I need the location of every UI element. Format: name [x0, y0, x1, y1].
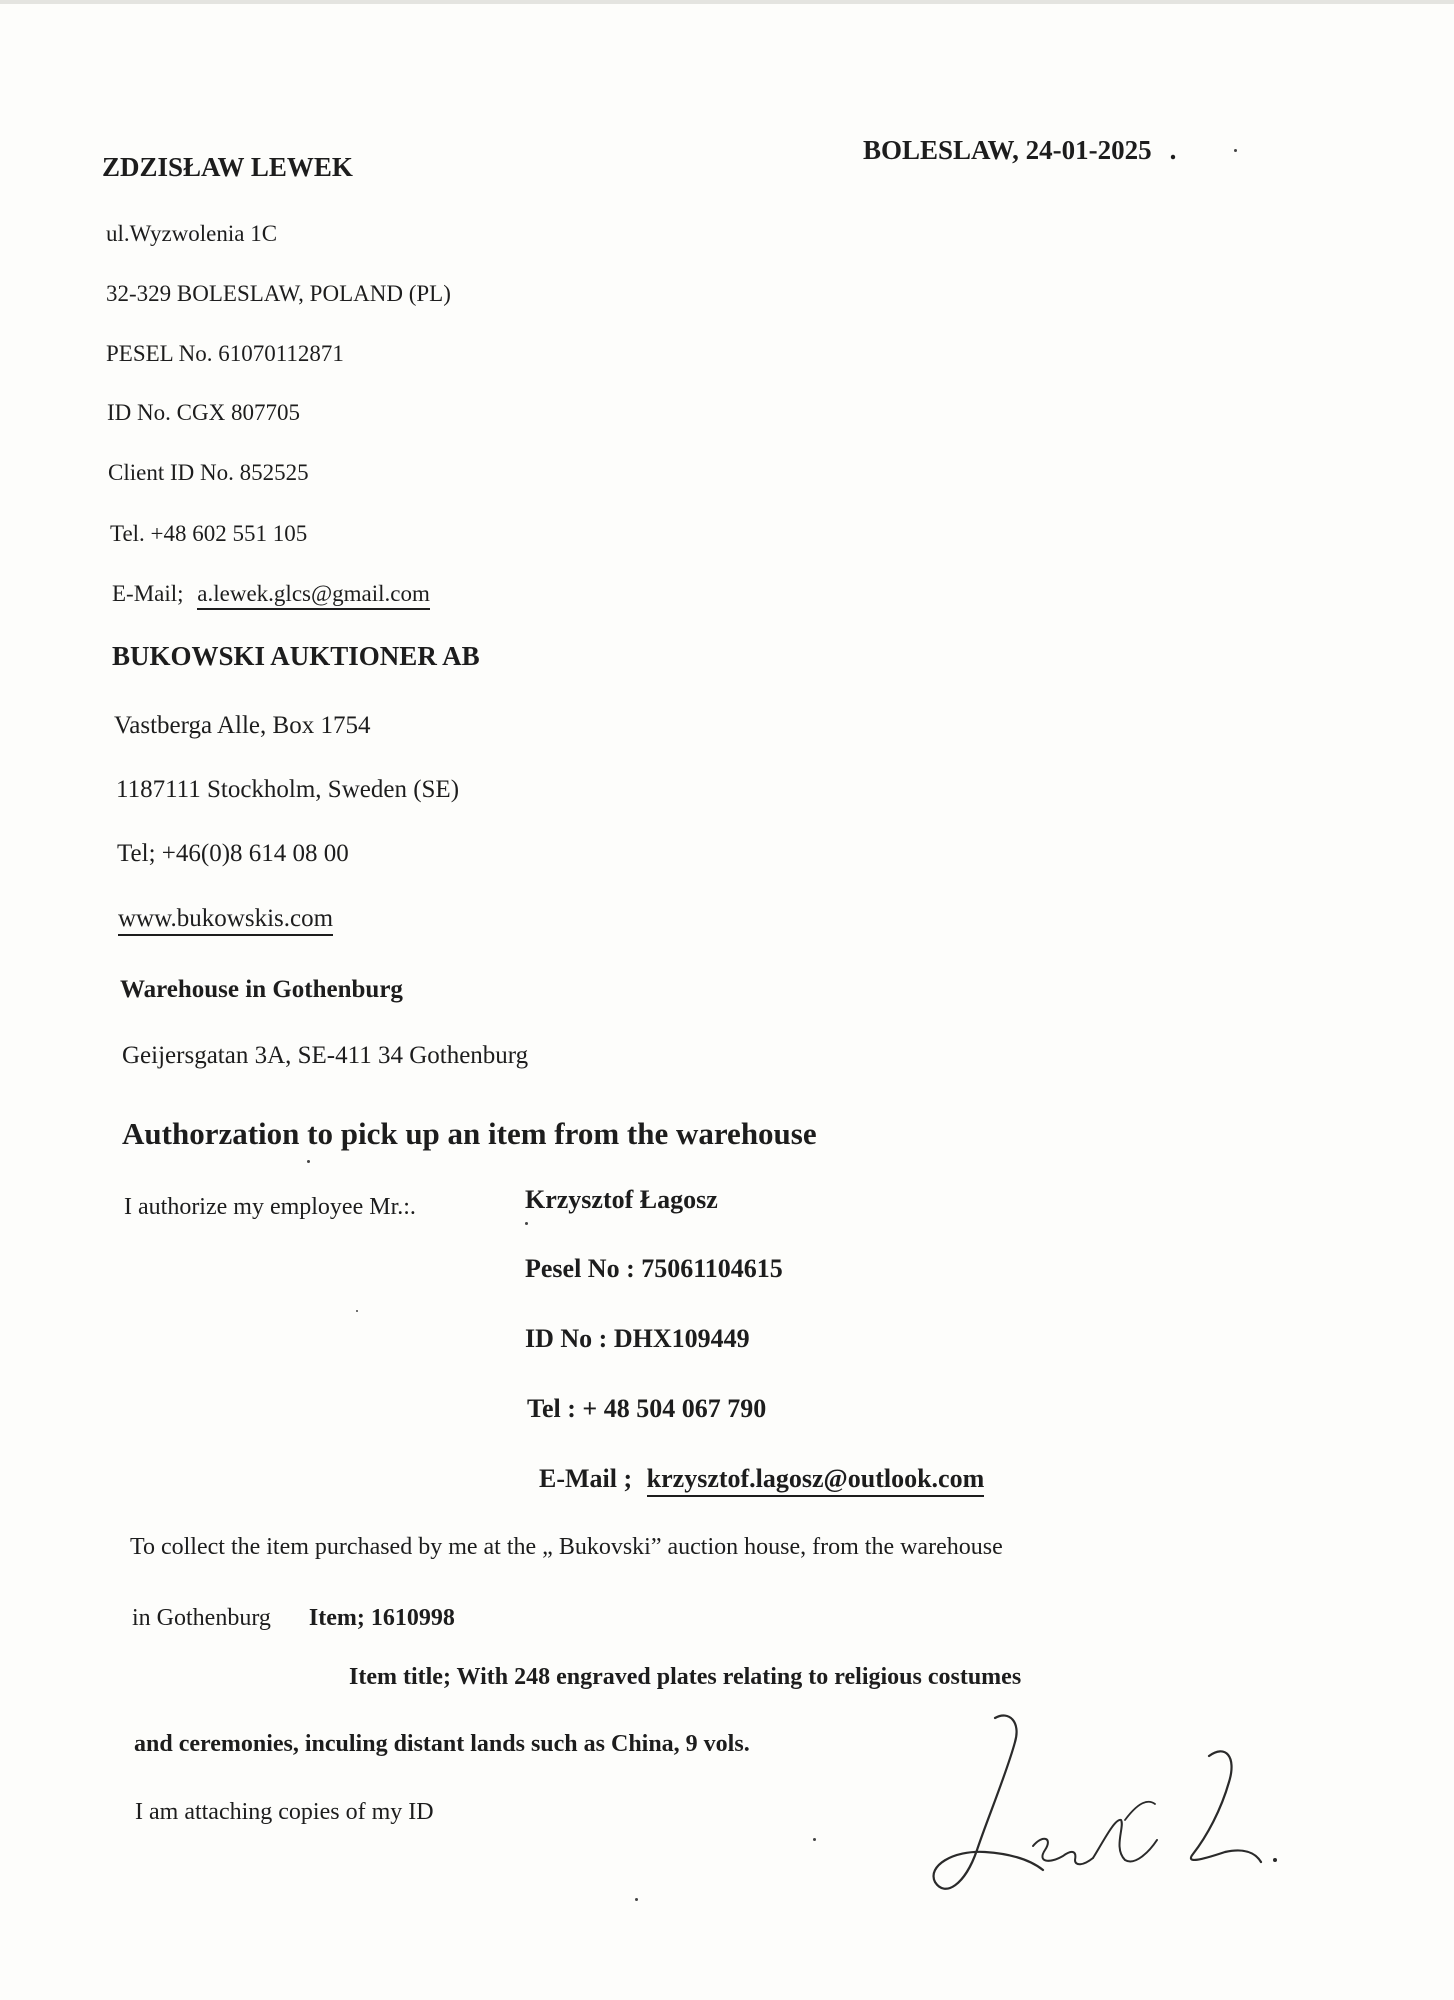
employee-name: Krzysztof Łagosz	[525, 1185, 718, 1214]
scan-speck	[307, 1160, 310, 1163]
employee-pesel: Pesel No : 75061104615	[525, 1254, 783, 1283]
employee-email-label: E-Mail ;	[539, 1464, 633, 1493]
sender-pesel: PESEL No. 61070112871	[106, 341, 344, 366]
employee-email[interactable]: krzysztof.lagosz@outlook.com	[647, 1464, 985, 1497]
body-line-1: To collect the item purchased by me at the „ Bukovski” auction house, from the warehouse	[130, 1534, 1003, 1560]
authorization-intro: I authorize my employee Mr.:.	[124, 1194, 416, 1220]
scan-speck	[813, 1838, 816, 1841]
scan-edge	[0, 0, 1454, 4]
document-title: Authorzation to pick up an item from the warehouse	[122, 1116, 817, 1151]
recipient-city: 1187111 Stockholm, Sweden (SE)	[116, 776, 460, 803]
recipient-tel: Tel; +46(0)8 614 08 00	[117, 840, 349, 867]
scan-speck	[1234, 149, 1237, 152]
recipient-website[interactable]: www.bukowskis.com	[118, 906, 333, 936]
employee-tel: Tel : + 48 504 067 790	[527, 1394, 767, 1423]
handwritten-signature	[925, 1700, 1285, 1900]
attachment-note: I am attaching copies of my ID	[135, 1799, 434, 1825]
warehouse-title: Warehouse in Gothenburg	[120, 976, 403, 1003]
sender-client-id: Client ID No. 852525	[108, 460, 309, 485]
sender-name: ZDZISŁAW LEWEK	[102, 152, 353, 182]
body-line-2-prefix: in Gothenburg	[132, 1605, 271, 1631]
sender-email-label: E-Mail;	[112, 581, 184, 606]
sender-id: ID No. CGX 807705	[107, 400, 300, 425]
scan-speck	[635, 1898, 638, 1901]
recipient-street: Vastberga Alle, Box 1754	[114, 712, 371, 739]
recipient-name: BUKOWSKI AUKTIONER AB	[112, 641, 480, 671]
sender-tel: Tel. +48 602 551 105	[110, 521, 308, 546]
scan-speck	[525, 1222, 528, 1225]
item-title-line-1: Item title; With 248 engraved plates relating to religious costumes	[349, 1664, 1022, 1690]
scan-speck	[356, 1310, 358, 1312]
warehouse-address: Geijersgatan 3A, SE-411 34 Gothenburg	[122, 1042, 529, 1069]
sender-email-row	[112, 582, 430, 605]
employee-email-row	[539, 1466, 984, 1492]
sender-street: ul.Wyzwolenia 1C	[106, 221, 278, 246]
employee-id: ID No : DHX109449	[525, 1324, 750, 1353]
item-number: Item; 1610998	[308, 1605, 455, 1631]
item-title-line-2: and ceremonies, inculing distant lands such as China, 9 vols.	[134, 1731, 750, 1757]
sender-city: 32-329 BOLESLAW, POLAND (PL)	[106, 281, 451, 306]
place-date: BOLESLAW, 24-01-2025 .	[863, 135, 1177, 165]
body-line-2	[132, 1606, 455, 1630]
sender-email[interactable]: a.lewek.glcs@gmail.com	[197, 581, 430, 610]
